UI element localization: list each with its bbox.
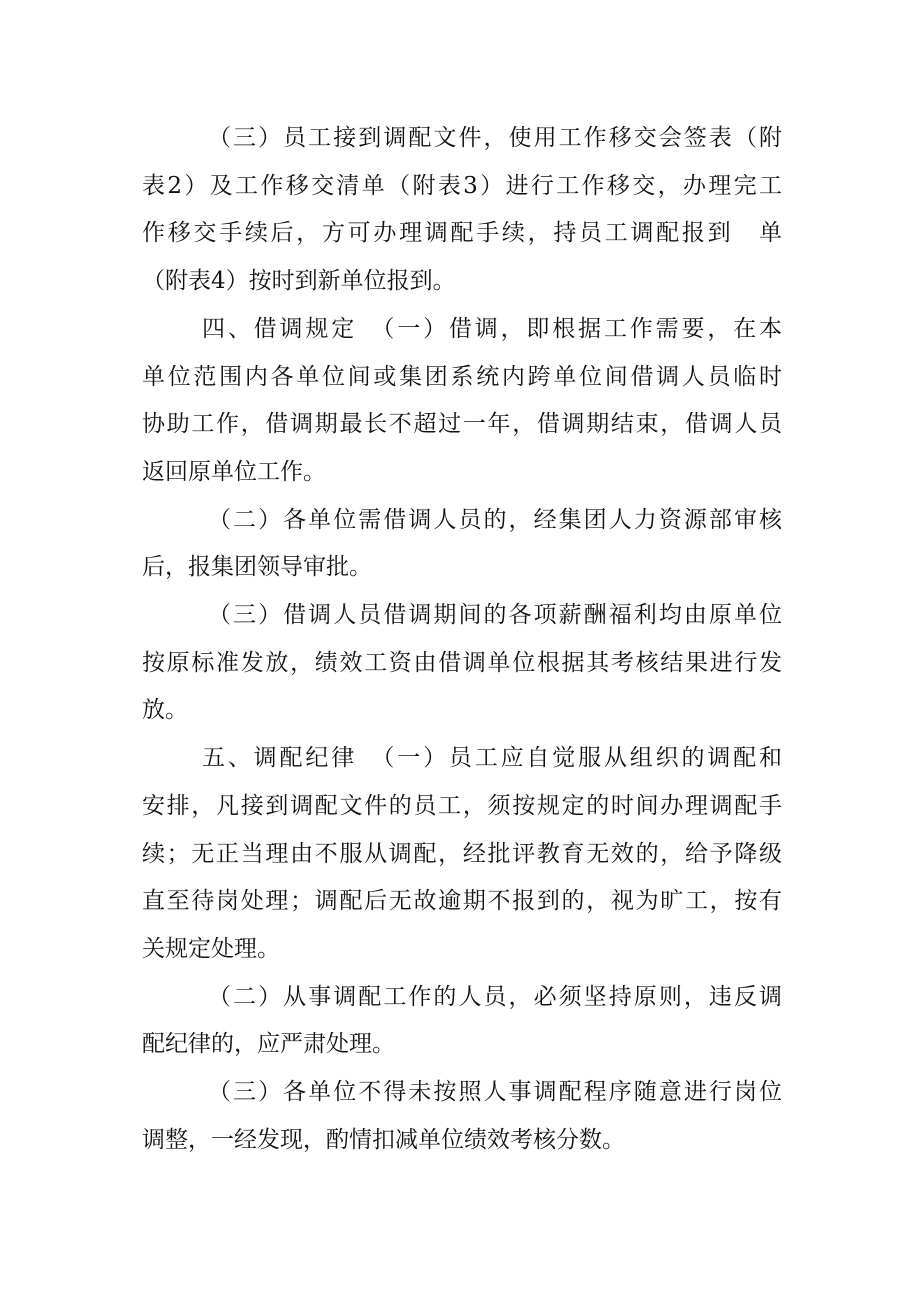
text-line: （三）各单位不得未按照人事调配程序随意进行岗位	[208, 1079, 782, 1105]
text-line: 作移交手续后，方可办理调配手续，持员工调配报到 单	[142, 220, 782, 246]
text-line: 放。	[142, 697, 188, 723]
text-line: 安排，凡接到调配文件的员工，须按规定的时间办理调配手	[142, 793, 782, 819]
text-line: 配纪律的，应严肃处理。	[142, 1031, 395, 1057]
text-line: 返回原单位工作。	[142, 459, 326, 485]
text-line: （三）员工接到调配文件，使用工作移交会签表（附	[208, 125, 782, 151]
text-line: 关规定处理。	[142, 936, 280, 962]
text-line: （二）从事调配工作的人员，必须坚持原则，违反调	[208, 984, 782, 1010]
text-line: 后，报集团领导审批。	[142, 554, 372, 580]
text-line: （二）各单位需借调人员的，经集团人力资源部审核	[208, 507, 782, 533]
text-line: 单位范围内各单位间或集团系统内跨单位间借调人员临时	[142, 364, 782, 390]
section-heading-line: 五、调配纪律 （一）员工应自觉服从组织的调配和	[202, 745, 782, 771]
text-line: （三）借调人员借调期间的各项薪酬福利均由原单位	[208, 602, 782, 628]
text-line: 调整，一经发现，酌情扣减单位绩效考核分数。	[142, 1127, 625, 1153]
text-line: 按原标准发放，绩效工资由借调单位根据其考核结果进行发	[142, 650, 782, 676]
text-line: （附表4）按时到新单位报到。	[142, 268, 456, 294]
text-line: 协助工作，借调期最长不超过一年，借调期结束，借调人员	[142, 411, 782, 437]
section-heading-line: 四、借调规定 （一）借调，即根据工作需要，在本	[202, 316, 782, 342]
text-line: 表2）及工作移交清单（附表3）进行工作移交，办理完工	[142, 173, 782, 199]
text-line: 直至待岗处理；调配后无故逾期不报到的，视为旷工，按有	[142, 888, 782, 914]
text-line: 续；无正当理由不服从调配，经批评教育无效的，给予降级	[142, 841, 782, 867]
